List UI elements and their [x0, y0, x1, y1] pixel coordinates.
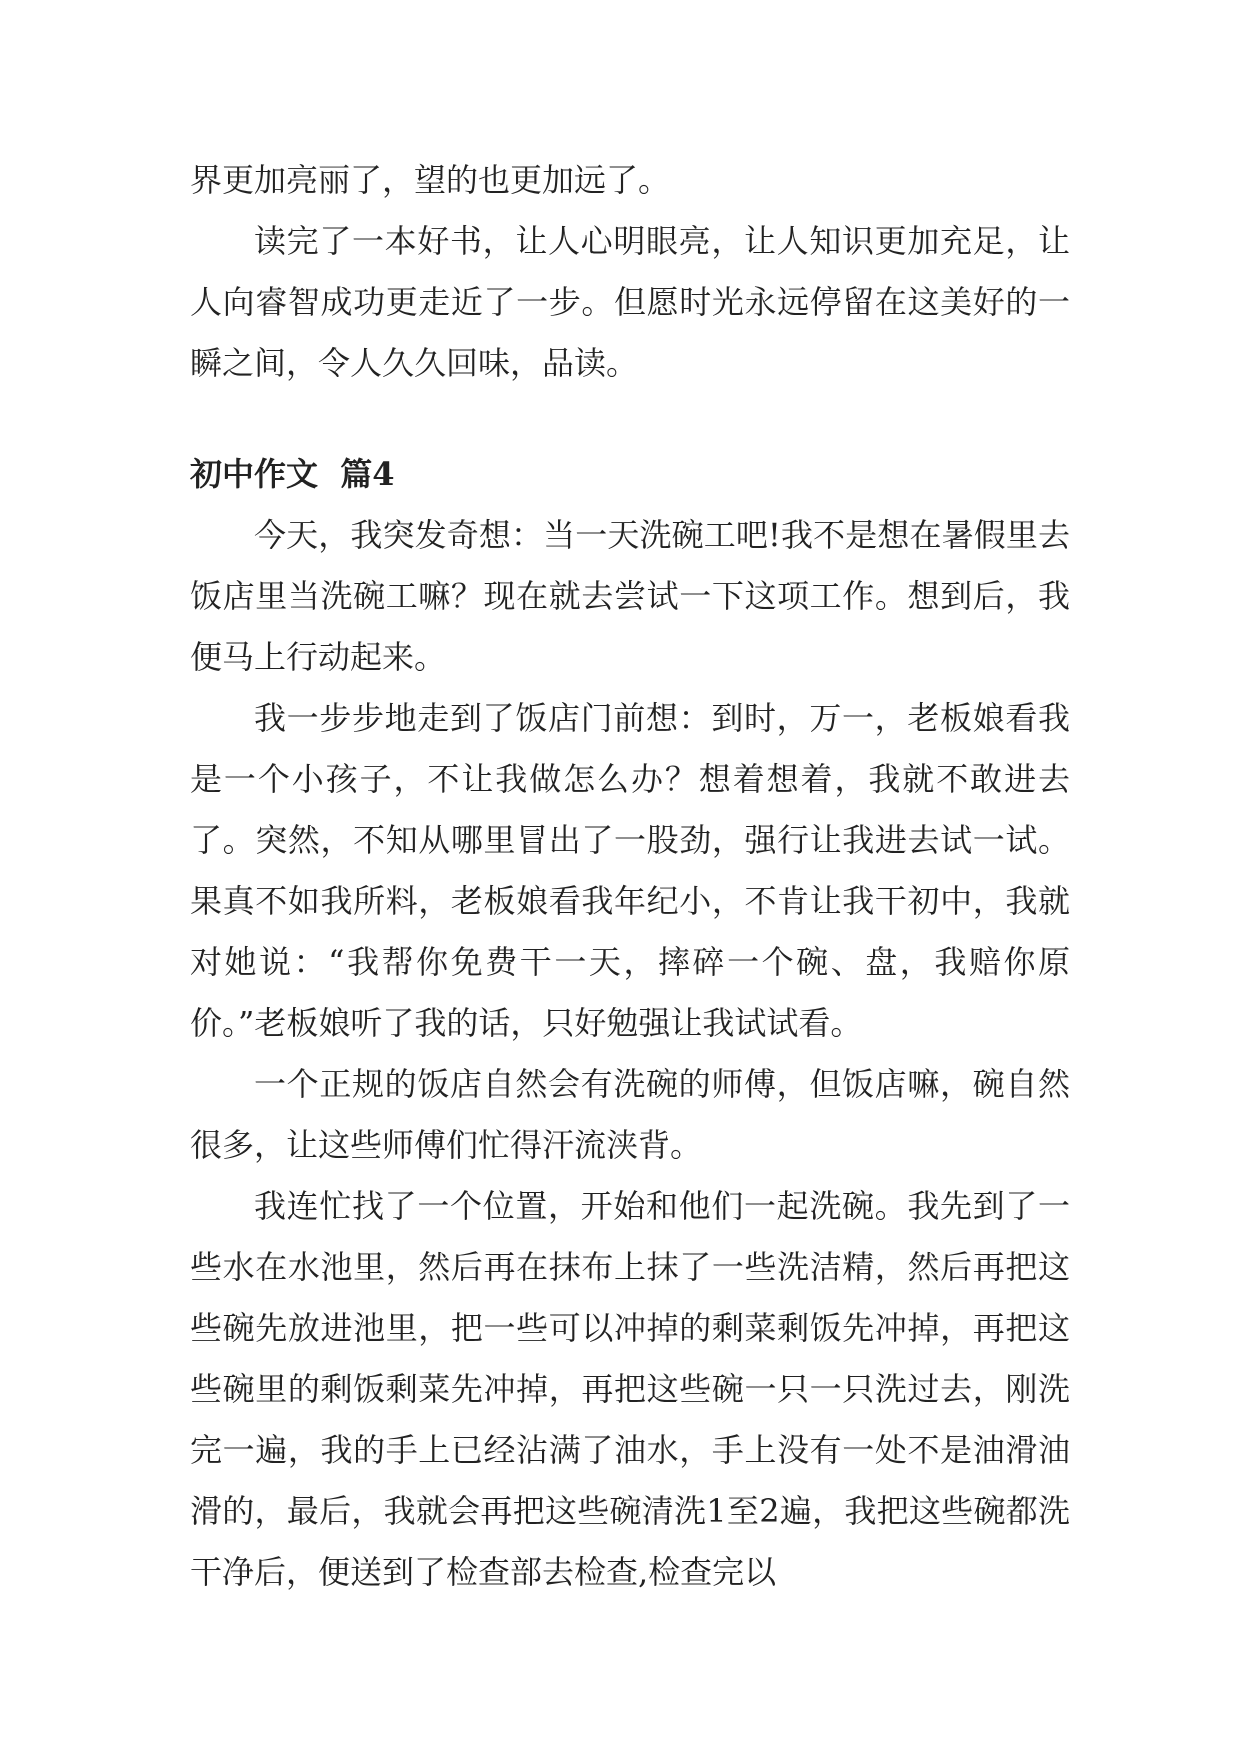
paragraph-3: 一个正规的饭店自然会有洗碗的师傅，但饭店嘛，碗自然很多，让这些师傅们忙得汗流浃背。 [190, 1065, 1070, 1164]
document-body [190, 150, 1070, 1603]
paragraph-4: 我连忙找了一个位置，开始和他们一起洗碗。我先到了一些水在水池里，然后再在抹布上抹了一些洗洁精，然后再把这些碗先放进池里，把一些可以冲掉的剩菜剩饭先冲掉，再把这些碗里的剩饭剩菜先冲掉，再把这些碗一只一只洗过去，刚洗完一遍，我的手上已经沾满了油水，手上没有一处不是油滑油滑的，最后，我就会再把这些碗清洗1至2遍，我把这些碗都洗干净后，便送到了检查部去检查,检查完以 [190, 1187, 1070, 1591]
paragraph-continuation-1: 界更加亮丽了，望的也更加远了。 [190, 161, 671, 199]
section-title: 初中作文 篇4 [190, 455, 395, 493]
paragraph-continuation-2: 读完了一本好书，让人心明眼亮，让人知识更加充足，让人向睿智成功更走近了一步。但愿时光永远停留在这美好的一瞬之间，令人久久回味，品读。 [190, 222, 1070, 382]
paragraph-1: 今天，我突发奇想：当一天洗碗工吧!我不是想在暑假里去饭店里当洗碗工嘛？现在就去尝试一下这项工作。想到后，我便马上行动起来。 [190, 516, 1070, 676]
paragraph-2: 我一步步地走到了饭店门前想：到时，万一，老板娘看我是一个小孩子，不让我做怎么办？想着想着，我就不敢进去了。突然，不知从哪里冒出了一股劲，强行让我进去试一试。果真不如我所料，老板娘看我年纪小，不肯让我干初中，我就对她说：“我帮你免费干一天，摔碎一个碗、盘，我赔你原价。”老板娘听了我的话，只好勉强让我试试看。 [190, 699, 1070, 1042]
